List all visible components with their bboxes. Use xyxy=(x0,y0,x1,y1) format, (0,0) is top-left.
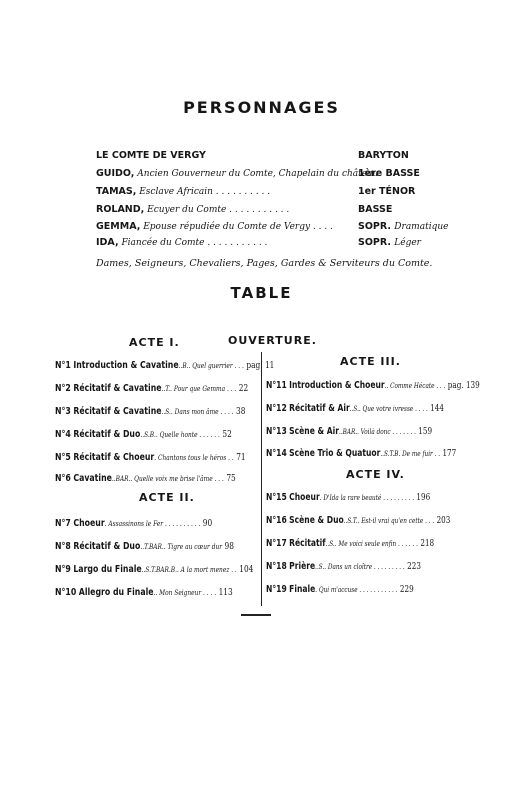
number-sub: ..S.T.. Est-il vrai qu'en cette . . . xyxy=(343,516,435,525)
number-label: N°12 xyxy=(266,403,287,414)
character-row xyxy=(96,236,267,249)
number-title: Récitatif & Air xyxy=(289,403,350,414)
number-label: N°15 xyxy=(266,492,287,503)
list-item xyxy=(55,428,232,442)
number-sub: ..S.T.BAR.B.. A la mort menez . . xyxy=(141,565,237,574)
list-item xyxy=(55,540,234,554)
number-label: N°5 xyxy=(55,452,71,463)
page-number: 218 xyxy=(420,538,435,549)
number-sub: . Qui m'accuse . . . . . . . . . . . xyxy=(315,585,398,594)
page-number: 144 xyxy=(430,403,444,414)
list-item xyxy=(266,514,450,528)
page-number: pag. 139 xyxy=(447,380,480,391)
number-title: Allegro du Finale xyxy=(78,587,154,598)
voice-sub: Dramatique xyxy=(394,222,449,232)
act-heading: ACTE II. xyxy=(139,491,195,504)
bottom-ornament-rule xyxy=(241,614,271,616)
number-label: N°8 xyxy=(55,541,71,552)
page-number: 52 xyxy=(222,429,232,440)
page-number: 229 xyxy=(399,584,414,595)
voice-type xyxy=(358,167,420,180)
character-name: ROLAND, xyxy=(96,204,145,215)
voice-label: BARYTON xyxy=(358,150,409,161)
voice-type xyxy=(358,203,392,216)
number-sub: .. Mon Seigneur . . . . xyxy=(153,588,217,597)
number-label: N°3 xyxy=(55,406,71,417)
character-row xyxy=(96,185,270,198)
number-title: Finale xyxy=(289,584,316,595)
page-number: pag. 11 xyxy=(246,360,275,371)
character-desc: Ancien Gouverneur du Comte, Chapelain du château xyxy=(137,169,379,179)
page-title: PERSONNAGES xyxy=(183,98,340,117)
page-number: 71 xyxy=(236,452,246,463)
number-sub: ..T.. Pour que Gemma . . . xyxy=(161,384,237,393)
number-sub: ..S.. Dans mon âme . . . . xyxy=(161,407,234,416)
number-title: Cavatine xyxy=(73,473,112,484)
list-item xyxy=(266,379,480,393)
character-name: TAMAS, xyxy=(96,186,137,197)
number-label: N°14 xyxy=(266,448,287,459)
number-sub: . Chantons tous le héros . . xyxy=(154,453,234,462)
page-number: 196 xyxy=(416,492,431,503)
list-item xyxy=(266,402,444,416)
number-label: N°13 xyxy=(266,426,287,437)
number-title: Largo du Finale xyxy=(73,564,142,575)
number-sub: . Assassinons le Fer . . . . . . . . . . xyxy=(104,519,201,528)
number-label: N°6 xyxy=(55,473,71,484)
character-row xyxy=(96,220,333,233)
number-sub: ..S.. Que votre ivresse . . . . xyxy=(349,404,428,413)
number-sub: ..BAR.. Quelle voix me brise l'âme . . . xyxy=(111,474,224,483)
page-number: 22 xyxy=(238,383,249,394)
number-label: N°1 xyxy=(55,360,71,371)
list-item xyxy=(266,491,430,505)
list-item xyxy=(266,560,421,574)
list-item xyxy=(266,537,434,551)
page-number: 177 xyxy=(442,448,457,459)
number-sub: ..B.. Quel guerrier . . . xyxy=(178,361,244,370)
number-sub: ..S.. Dans un cloître . . . . . . . . . xyxy=(315,562,405,571)
character-name: GUIDO, xyxy=(96,168,135,179)
page-number: 38 xyxy=(236,406,246,417)
voice-type xyxy=(358,220,448,233)
voice-label: 1ère BASSE xyxy=(358,168,420,179)
number-label: N°2 xyxy=(55,383,71,394)
list-item xyxy=(55,382,248,396)
column-divider xyxy=(261,352,262,606)
voice-label: BASSE xyxy=(358,204,393,215)
voice-type xyxy=(358,185,415,198)
number-label: N°19 xyxy=(266,584,287,595)
number-sub: ..S.T.B. De me fuir . . xyxy=(380,449,441,458)
number-title: Récitatif & Choeur xyxy=(73,452,155,463)
character-row xyxy=(96,203,289,216)
voice-type xyxy=(358,149,409,162)
page-number: 75 xyxy=(226,473,236,484)
list-item xyxy=(55,451,246,465)
number-title: Récitatif & Cavatine xyxy=(73,406,162,417)
list-item xyxy=(266,447,456,461)
list-item xyxy=(55,359,274,373)
number-title: Scène & Air xyxy=(289,426,340,437)
number-label: N°11 xyxy=(266,380,287,391)
page-number: 104 xyxy=(239,564,254,575)
number-title: Récitatif & Duo xyxy=(73,429,141,440)
act-heading: ACTE I. xyxy=(129,336,180,349)
character-name: GEMMA, xyxy=(96,221,141,232)
page-number: 90 xyxy=(202,518,213,529)
number-sub: ..S.. Me voici seule enfin . . . . . . xyxy=(325,539,418,548)
character-name: IDA, xyxy=(96,237,119,248)
number-sub: ..BAR.. Voilà donc . . . . . . . xyxy=(339,427,416,436)
number-sub: ..T.BAR.. Tigre au cœur dur xyxy=(140,542,223,551)
list-item xyxy=(55,586,233,600)
page-number: 98 xyxy=(224,541,234,552)
number-title: Choeur xyxy=(73,518,105,529)
number-label: N°10 xyxy=(55,587,77,598)
number-title: Introduction & Choeur xyxy=(289,380,385,391)
number-title: Récitatif & Duo xyxy=(73,541,141,552)
act-heading: ACTE IV. xyxy=(346,468,405,481)
page-number: 223 xyxy=(407,561,421,572)
voice-label: 1er TÉNOR xyxy=(358,186,416,197)
number-label: N°7 xyxy=(55,518,71,529)
act-heading: ACTE III. xyxy=(340,355,401,368)
number-title: Choeur xyxy=(289,492,320,503)
number-sub: ..S.B.. Quelle honte . . . . . . xyxy=(140,430,220,439)
character-desc: Epouse répudiée du Comte de Vergy . . . . xyxy=(143,222,333,232)
number-sub: . D'Ida la rare beauté . . . . . . . . . xyxy=(319,493,415,502)
character-desc: Fiancée du Comte . . . . . . . . . . . xyxy=(121,238,268,248)
list-item xyxy=(55,563,253,577)
chorus-line: Dames, Seigneurs, Chevaliers, Pages, Gardes & Serviteurs du Comte. xyxy=(96,258,433,269)
voice-type xyxy=(358,236,421,249)
voice-label: SOPR. xyxy=(358,237,391,248)
list-item xyxy=(55,405,245,419)
character-row xyxy=(96,149,206,162)
number-title: Scène Trio & Quatuor xyxy=(289,448,381,459)
number-label: N°18 xyxy=(266,561,287,572)
voice-sub: Léger xyxy=(394,238,421,248)
number-sub: .. Comme Hécate . . . xyxy=(384,381,446,390)
voice-label: SOPR. xyxy=(358,221,391,232)
page-number: 159 xyxy=(418,426,433,437)
character-row xyxy=(96,167,378,180)
table-heading: TABLE xyxy=(230,284,293,302)
number-title: Récitatif xyxy=(289,538,326,549)
number-title: Prière xyxy=(289,561,316,572)
page-number: 203 xyxy=(436,515,451,526)
number-label: N°17 xyxy=(266,538,287,549)
character-desc: Ecuyer du Comte . . . . . . . . . . . xyxy=(147,205,290,215)
list-item xyxy=(266,583,414,597)
number-title: Scène & Duo xyxy=(289,515,344,526)
number-label: N°16 xyxy=(266,515,287,526)
character-desc: Esclave Africain . . . . . . . . . . xyxy=(139,187,271,197)
number-title: Récitatif & Cavatine xyxy=(73,383,162,394)
number-label: N°4 xyxy=(55,429,71,440)
page-number: 113 xyxy=(218,587,233,598)
character-name: LE COMTE DE VERGY xyxy=(96,150,206,161)
ouverture-heading: OUVERTURE. xyxy=(228,334,317,347)
number-label: N°9 xyxy=(55,564,71,575)
list-item xyxy=(266,425,432,439)
number-title: Introduction & Cavatine xyxy=(73,360,179,371)
list-item xyxy=(55,472,236,486)
list-item xyxy=(55,517,212,531)
